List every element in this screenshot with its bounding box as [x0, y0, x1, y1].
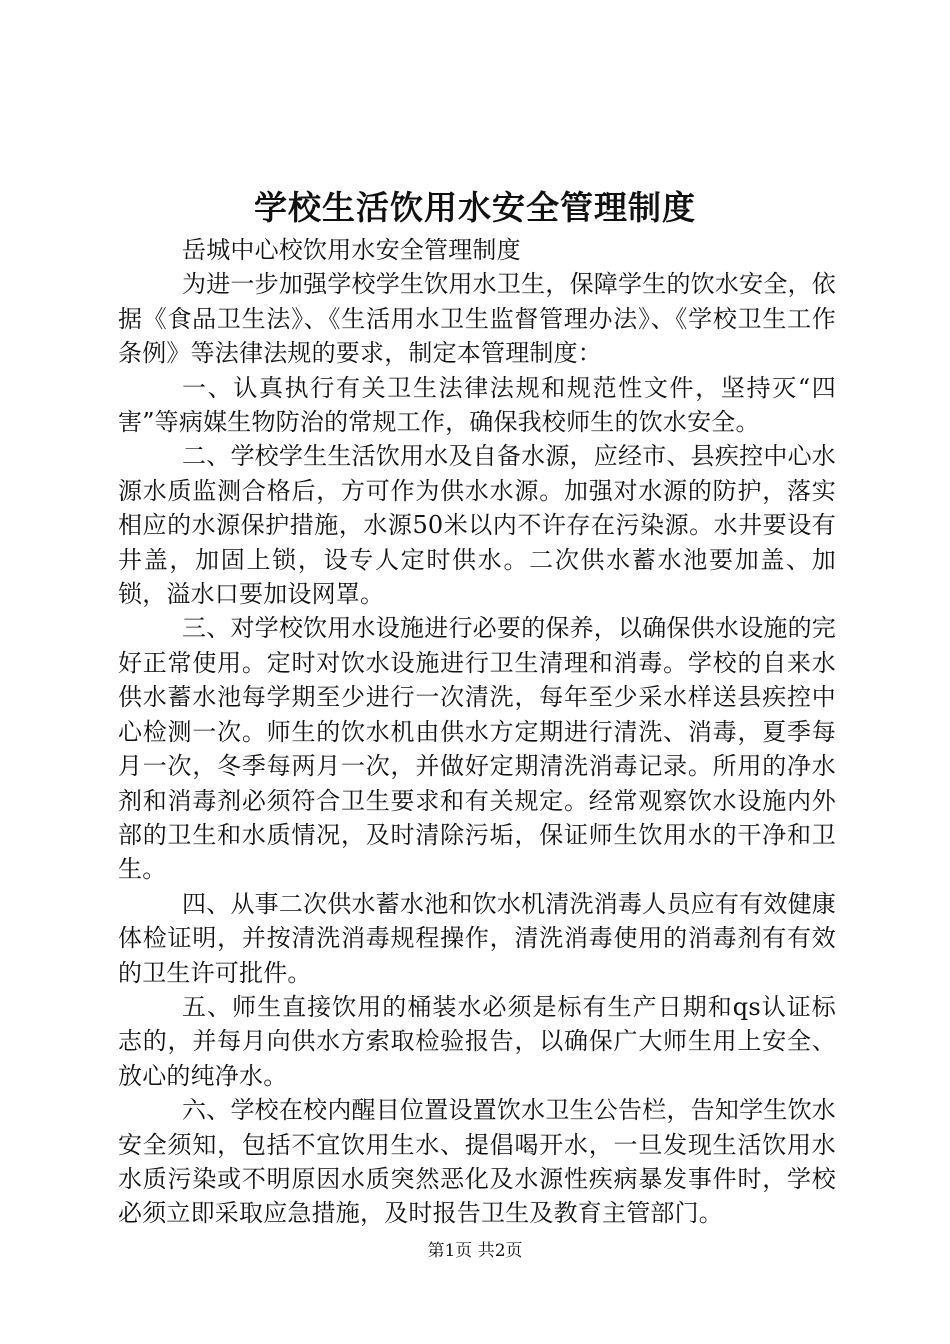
- rule-paragraph-2: 二、学校学生生活饮用水及自备水源，应经市、县疾控中心水源水质监测合格后，方可作为供水水源。加强对水源的防护，落实相应的水源保护措施，水源50米以内不许存在污染源。水井要设有井盖，加固上锁，设专人定时供水。二次供水蓄水池要加盖、加锁，溢水口要加设网罩。: [118, 442, 836, 609]
- page-number-footer: 第1页 共2页: [427, 1241, 523, 1261]
- rule-paragraph-6: 六、学校在校内醒目位置设置饮水卫生公告栏，告知学生饮水安全须知，包括不宜饮用生水、提倡喝开水，一旦发现生活饮用水水质污染或不明原因水质突然恶化及水源性疾病暴发事件时，学校必须立即采取应急措施，及时报告卫生及教育主管部门。: [118, 1096, 836, 1228]
- rule-paragraph-4: 四、从事二次供水蓄水池和饮水机清洗消毒人员应有有效健康体检证明，并按清洗消毒规程操作，清洗消毒使用的消毒剂有有效的卫生许可批件。: [118, 889, 836, 987]
- rule-paragraph-3: 三、对学校饮用水设施进行必要的保养，以确保供水设施的完好正常使用。定时对饮水设施进行卫生清理和消毒。学校的自来水供水蓄水池每学期至少进行一次清洗，每年至少采水样送县疾控中心检测一次。师生的饮水机由供水方定期进行清洗、消毒，夏季每月一次，冬季每两月一次，并做好定期清洗消毒记录。所用的净水剂和消毒剂必须符合卫生要求和有关规定。经常观察饮水设施内外部的卫生和水质情况，及时清除污垢，保证师生饮用水的干净和卫生。: [118, 614, 836, 884]
- rule-paragraph-5: 五、师生直接饮用的桶装水必须是标有生产日期和qs认证标志的，并每月向供水方索取检验报告，以确保广大师生用上安全、放心的纯净水。: [118, 992, 836, 1090]
- subtitle-paragraph: 岳城中心校饮用水安全管理制度: [182, 236, 521, 264]
- document-title: 学校生活饮用水安全管理制度: [254, 188, 696, 227]
- intro-paragraph: 为进一步加强学校学生饮用水卫生，保障学生的饮水安全，依据《食品卫生法》、《生活用水卫生监督管理办法》、《学校卫生工作条例》等法律法规的要求，制定本管理制度：: [118, 270, 836, 368]
- rule-paragraph-1: 一、认真执行有关卫生法律法规和规范性文件，坚持灭“四害”等病媒生物防治的常规工作，确保我校师生的饮水安全。: [118, 373, 836, 437]
- document-body: [118, 233, 836, 1231]
